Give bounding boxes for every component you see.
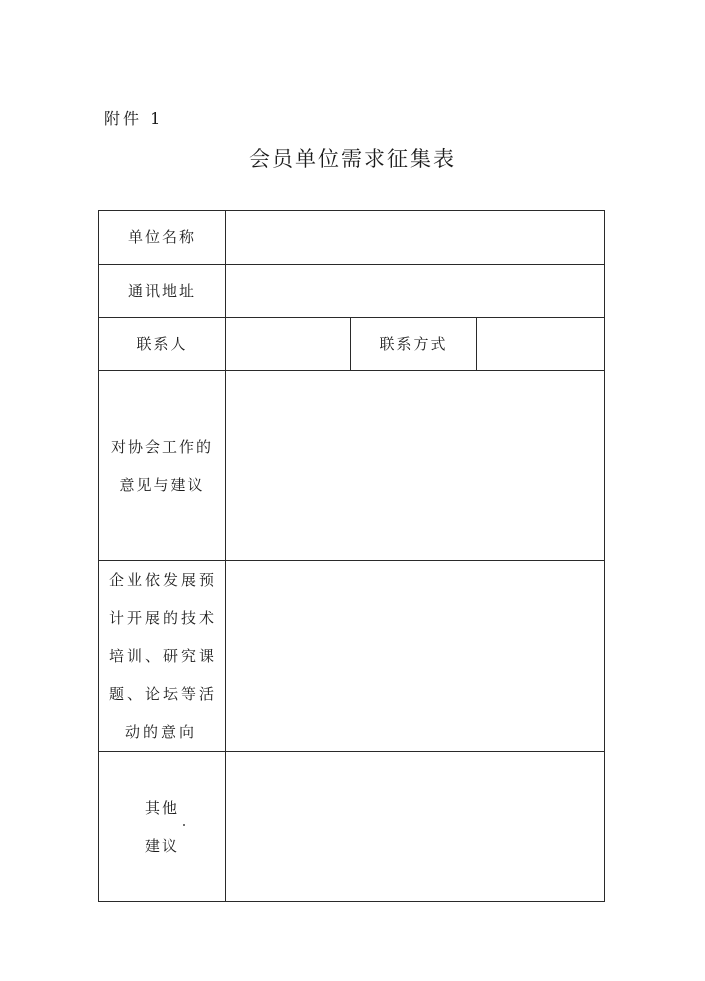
other-label-line2: 建议 [144, 836, 179, 855]
address-field[interactable] [226, 265, 605, 318]
contact-person-label: 联系人 [99, 318, 226, 371]
scan-speck [183, 824, 185, 826]
plans-label [99, 561, 226, 752]
suggestions-row [99, 371, 605, 561]
contact-method-label: 联系方式 [351, 318, 477, 371]
address-row [99, 265, 605, 318]
plans-label-line2: 计开展的技术 [109, 609, 218, 627]
plans-label-line5: 动的意向 [125, 723, 198, 741]
demand-form-table [98, 210, 605, 902]
plans-label-line4: 题、论坛等活 [109, 685, 218, 703]
suggestions-label-line1: 对协会工作的 [110, 437, 213, 456]
other-field[interactable] [226, 752, 605, 902]
address-label: 通讯地址 [99, 265, 226, 318]
unit-name-row [99, 211, 605, 265]
other-label [99, 752, 226, 902]
contact-method-field[interactable] [477, 318, 605, 371]
suggestions-field[interactable] [226, 371, 605, 561]
plans-row [99, 561, 605, 752]
plans-label-line3: 培训、研究课 [109, 647, 218, 665]
unit-name-field[interactable] [226, 211, 605, 265]
plans-field[interactable] [226, 561, 605, 752]
other-row [99, 752, 605, 902]
contact-row [99, 318, 605, 371]
contact-person-field[interactable] [226, 318, 351, 371]
plans-label-line1: 企业依发展预 [109, 571, 218, 589]
attachment-label: 附件 1 [104, 109, 164, 128]
other-label-line1: 其他 [144, 798, 179, 817]
suggestions-label [99, 371, 226, 561]
suggestions-label-line2: 意见与建议 [119, 475, 205, 494]
unit-name-label: 单位名称 [99, 211, 226, 265]
page-title: 会员单位需求征集表 [249, 147, 456, 171]
